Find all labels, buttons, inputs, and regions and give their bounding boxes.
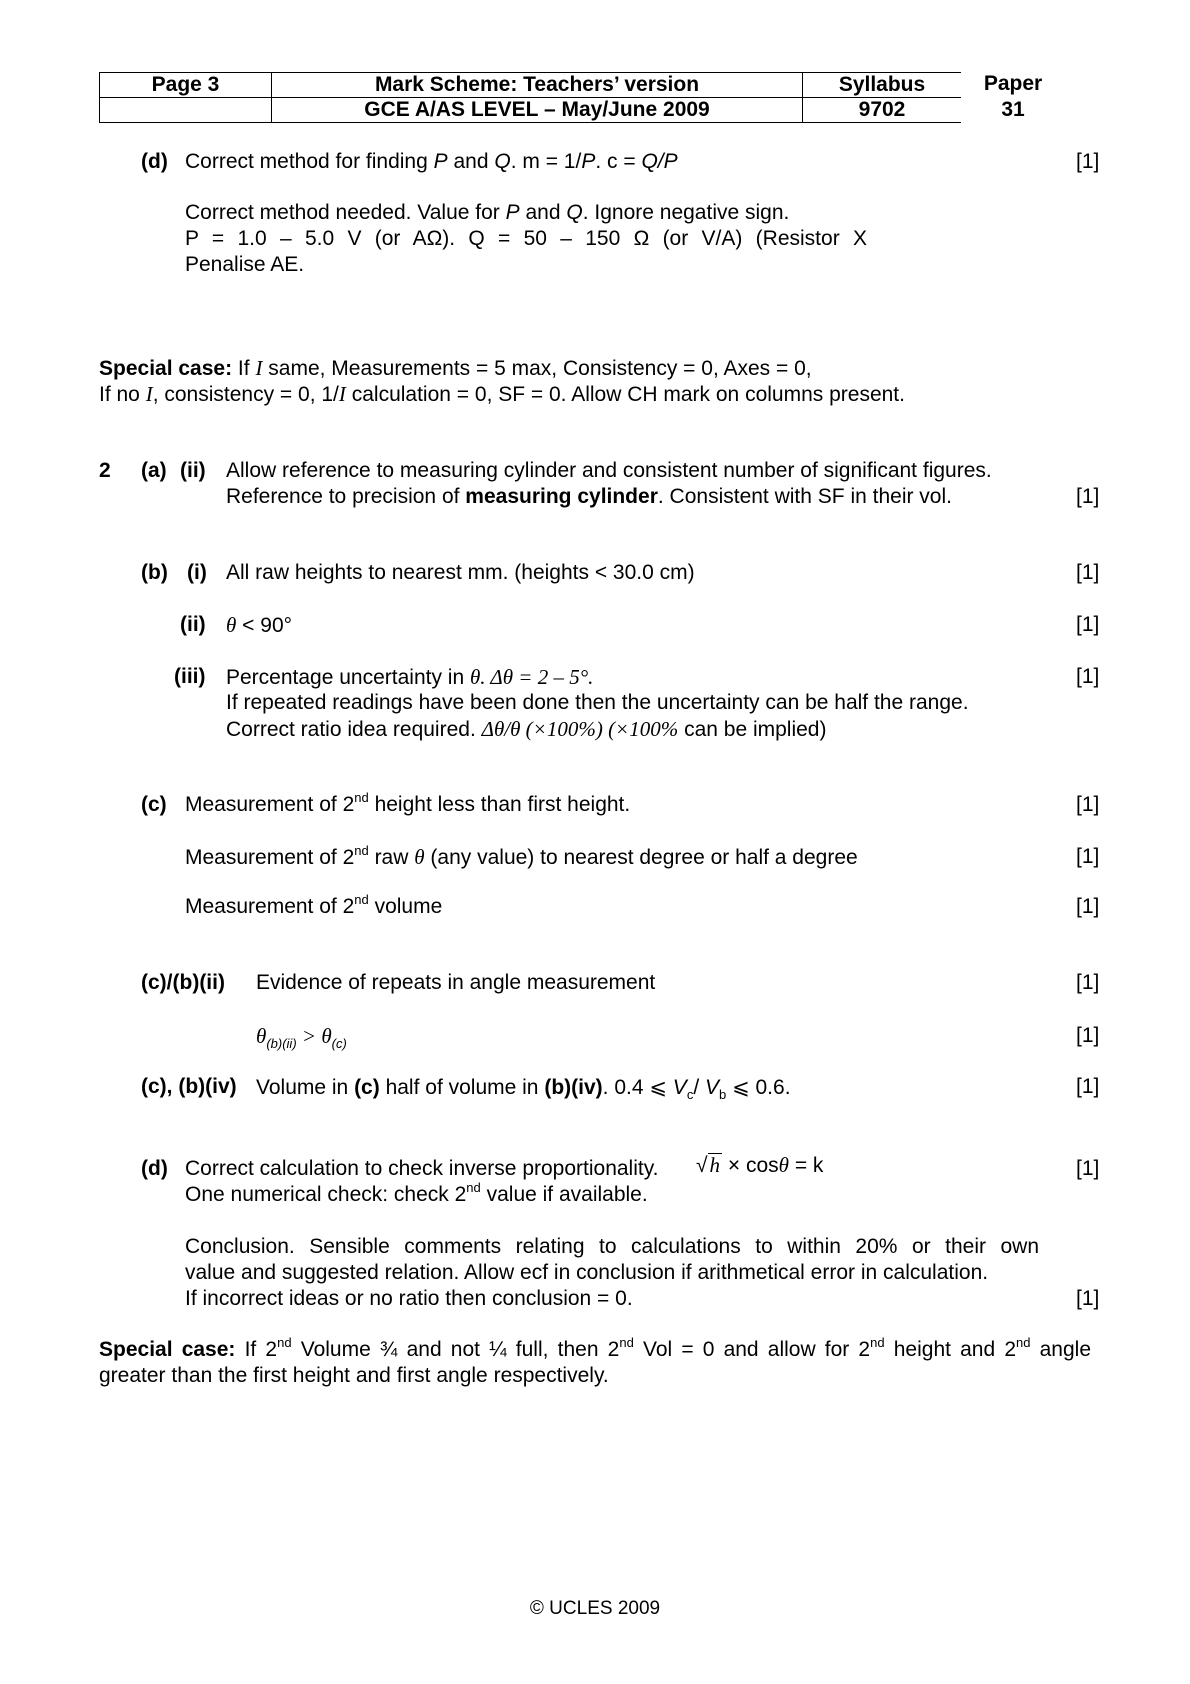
header-syllabus-label: Syllabus [803, 73, 962, 98]
special-case-1-line1: Special case: If I same, Measurements = 5 max, Consistency = 0, Axes = 0, [99, 356, 812, 380]
q2d-line2: One numerical check: check 2nd value if available. [185, 1180, 648, 1206]
q2bii-label: (ii) [180, 613, 206, 636]
q2biii-label: (iii) [174, 665, 206, 688]
q2d-conclusion-line2: value and suggested relation. Allow ecf in conclusion if arithmetical error in calculation. [185, 1261, 989, 1284]
q1d-mark: [1] [1076, 150, 1100, 173]
q1d-line4: Penalise AE. [185, 253, 305, 276]
q2bi-label: (i) [187, 561, 207, 584]
special-case-2-line1: Special case: If 2nd Volume ¾ and not ¼ full, then 2nd Vol = 0 and allow for 2nd height and 2nd angle [99, 1335, 1092, 1361]
q2bi-text: All raw heights to nearest mm. (heights < 30.0 cm) [226, 561, 695, 584]
q2aii-line1: Allow reference to measuring cylinder and consistent number of significant figures. [226, 459, 992, 482]
q2c-line3: Measurement of 2nd volume [185, 892, 443, 918]
q2civ-label: (c), (b)(iv) [141, 1075, 237, 1098]
q2civ-text: Volume in (c) half of volume in (b)(iv). 0.4 ⩽ $V_c/$ $V_b$ ⩽ 0.6. [256, 1076, 791, 1103]
q2d-mark2: [1] [1076, 1287, 1100, 1310]
q2bi-mark: [1] [1076, 561, 1100, 584]
q2-number: 2 [99, 459, 111, 482]
header-syllabus-value: 9702 [803, 98, 962, 123]
q2biii-line3: Correct ratio idea required. Δθ/θ (×100%) (×100% can be implied) [226, 717, 827, 741]
q1d-line2: Correct method needed. Value for P and Q. Ignore negative sign. [185, 201, 790, 224]
special-case-1-line2: If no I, consistency = 0, 1/I calculation = 0, SF = 0. Allow CH mark on columns present. [99, 382, 905, 406]
q2biii-line1: Percentage uncertainty in θ. Δθ = 2 – 5°. [226, 665, 594, 689]
q2cb-text: Evidence of repeats in angle measurement [256, 971, 656, 994]
q2aii-line2: Reference to precision of measuring cylinder. Consistent with SF in their vol. [226, 485, 952, 508]
header-title: Mark Scheme: Teachers’ version [272, 73, 803, 98]
q2d-conclusion-line3: If incorrect ideas or no ratio then conclusion = 0. [185, 1287, 633, 1310]
sqrt-icon: √ [696, 1154, 708, 1177]
q2a-label: (a) [141, 459, 167, 482]
header-exam: GCE A/AS LEVEL – May/June 2009 [272, 98, 803, 123]
q2c-mark2: [1] [1076, 845, 1100, 868]
q2cb-inequality: $\theta_{(b)(ii)} > \theta_{(c)}$ [256, 1024, 347, 1052]
header-paper-value: 31 [1001, 98, 1025, 121]
q2d-line1: Correct calculation to check inverse proportionality. [185, 1157, 659, 1180]
q2aii-label: (ii) [180, 459, 206, 482]
q2d-label: (d) [141, 1157, 168, 1180]
q2biii-line2: If repeated readings have been done then the uncertainty can be half the range. [226, 691, 969, 714]
q1d-line3: P = 1.0 – 5.0 V (or AΩ). Q = 50 – 150 Ω (or V/A) (Resistor X [185, 227, 867, 250]
header-empty-cell [100, 98, 272, 123]
q2biii-mark: [1] [1076, 665, 1100, 688]
footer-copyright: © UCLES 2009 [529, 1598, 661, 1619]
q1d-line1: Correct method for finding P and Q. m = 1/P. c = Q/P [185, 150, 678, 173]
q1d-label: (d) [141, 150, 168, 173]
q2cb-label: (c)/(b)(ii) [141, 971, 225, 994]
q2bii-mark: [1] [1076, 613, 1100, 636]
q2d-conclusion-line1: Conclusion. Sensible comments relating to calculations to within 20% or their own [185, 1235, 1039, 1258]
q2c-line2: Measurement of 2nd raw θ (any value) to nearest degree or half a degree [185, 843, 858, 869]
q2cb-mark1: [1] [1076, 971, 1100, 994]
special-case-2-line2: greater than the first height and first angle respectively. [99, 1364, 609, 1387]
q2b-label: (b) [141, 561, 168, 584]
q2aii-mark: [1] [1076, 485, 1100, 508]
header-table [99, 72, 961, 123]
q2c-label: (c) [141, 793, 167, 816]
q2d-formula: √h × cosθ = k [696, 1153, 824, 1177]
header-paper-label: Paper [983, 72, 1043, 95]
header-page: Page 3 [100, 73, 272, 98]
q2cb-mark2: [1] [1076, 1024, 1100, 1047]
q2c-mark3: [1] [1076, 895, 1100, 918]
q2bii-text: θ < 90° [226, 613, 293, 637]
q2d-mark1: [1] [1076, 1157, 1100, 1180]
q2c-mark1: [1] [1076, 793, 1100, 816]
q2c-line1: Measurement of 2nd height less than first height. [185, 790, 631, 816]
q2civ-mark: [1] [1076, 1075, 1100, 1098]
